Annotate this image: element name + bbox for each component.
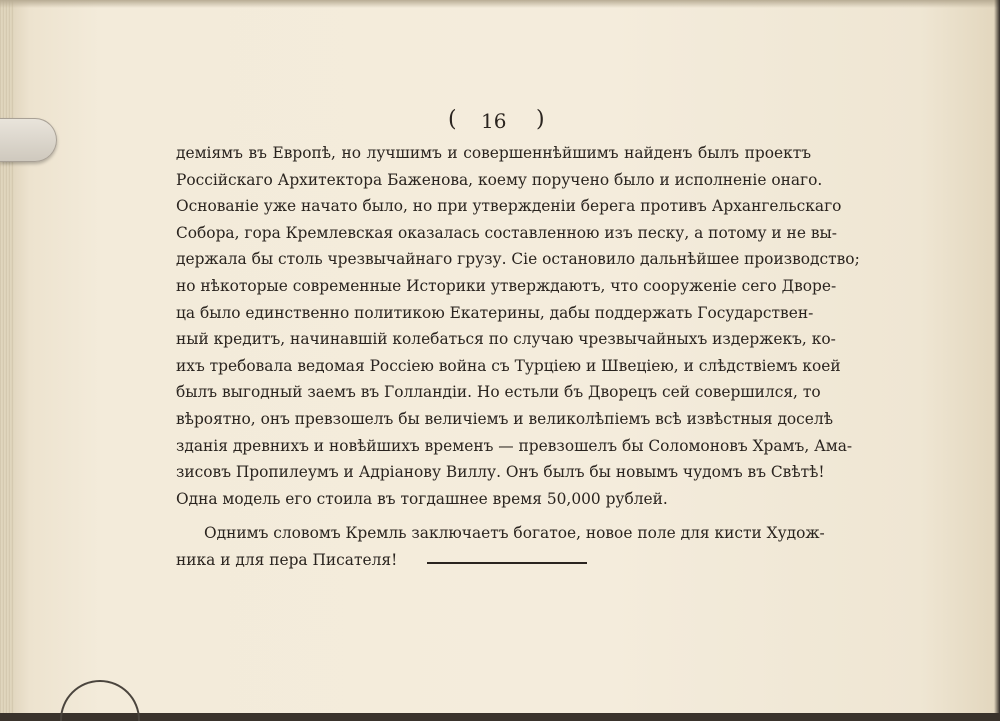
page-clip-bottom <box>60 680 140 721</box>
text-line: зисовъ Пропилеумъ и Адріанову Виллу. Онъ былъ бы новымъ чудомъ въ Свѣтѣ! <box>176 463 825 482</box>
paragraph-1 <box>176 140 860 512</box>
text-line: Однимъ словомъ Кремль заключаетъ богатое, новое поле для кисти Худож- <box>204 524 825 543</box>
text-line: но нѣкоторые современные Историки утверждаютъ, что сооруженіе сего Дворе- <box>176 276 837 295</box>
text-line: былъ выгодный заемъ въ Голландіи. Но естьли бъ Дворецъ сей совершился, то <box>176 383 821 402</box>
text-line: ника и для пера Писателя! <box>176 550 398 569</box>
text-line: ца было единственно политикою Екатерины, дабы поддержать Государствен- <box>176 303 814 322</box>
paragraph-2 <box>176 520 825 573</box>
text-line: зданія древнихъ и новѣйшихъ временъ — превзошелъ бы Соломоновъ Храмъ, Ама- <box>176 436 853 455</box>
end-rule <box>427 562 587 564</box>
page-number: 16 <box>481 109 507 133</box>
page-number-bracket-right: ) <box>536 107 545 132</box>
text-line: Собора, гора Кремлевская оказалась составленною изъ песку, а потому и не вы- <box>176 223 837 242</box>
text-line: Основаніе уже начато было, но при утвержденіи берега противъ Архангельскаго <box>176 197 842 216</box>
text-line: держала бы столь чрезвычайнаго грузу. Сіе остановило дальнѣйшее производство; <box>176 250 860 269</box>
text-line: ный кредитъ, начинавшій колебаться по случаю чрезвычайныхъ издержекъ, ко- <box>176 330 836 349</box>
body-text <box>176 140 860 574</box>
page-number-bracket-left: ( <box>448 107 457 132</box>
page-header <box>0 107 1000 137</box>
text-line: деміямъ въ Европѣ, но лучшимъ и совершеннѣйшимъ найденъ былъ проектъ <box>176 144 811 162</box>
text-line: Одна модель его стоила въ тогдашнее время 50,000 рублей. <box>176 489 668 508</box>
text-line: Россійскаго Архитектора Баженова, коему поручено было и исполненіе онаго. <box>176 170 823 189</box>
scanner-bed-edge <box>0 713 1000 721</box>
top-shadow <box>0 0 1000 8</box>
text-line: вѣроятно, онъ превзошелъ бы величіемъ и великолѣпіемъ всѣ извѣстныя доселѣ <box>176 409 833 428</box>
paragraph-gap <box>176 512 811 520</box>
text-line: ихъ требовала ведомая Россіею война съ Турціею и Швеціею, и слѣдствіемъ коей <box>176 356 841 375</box>
